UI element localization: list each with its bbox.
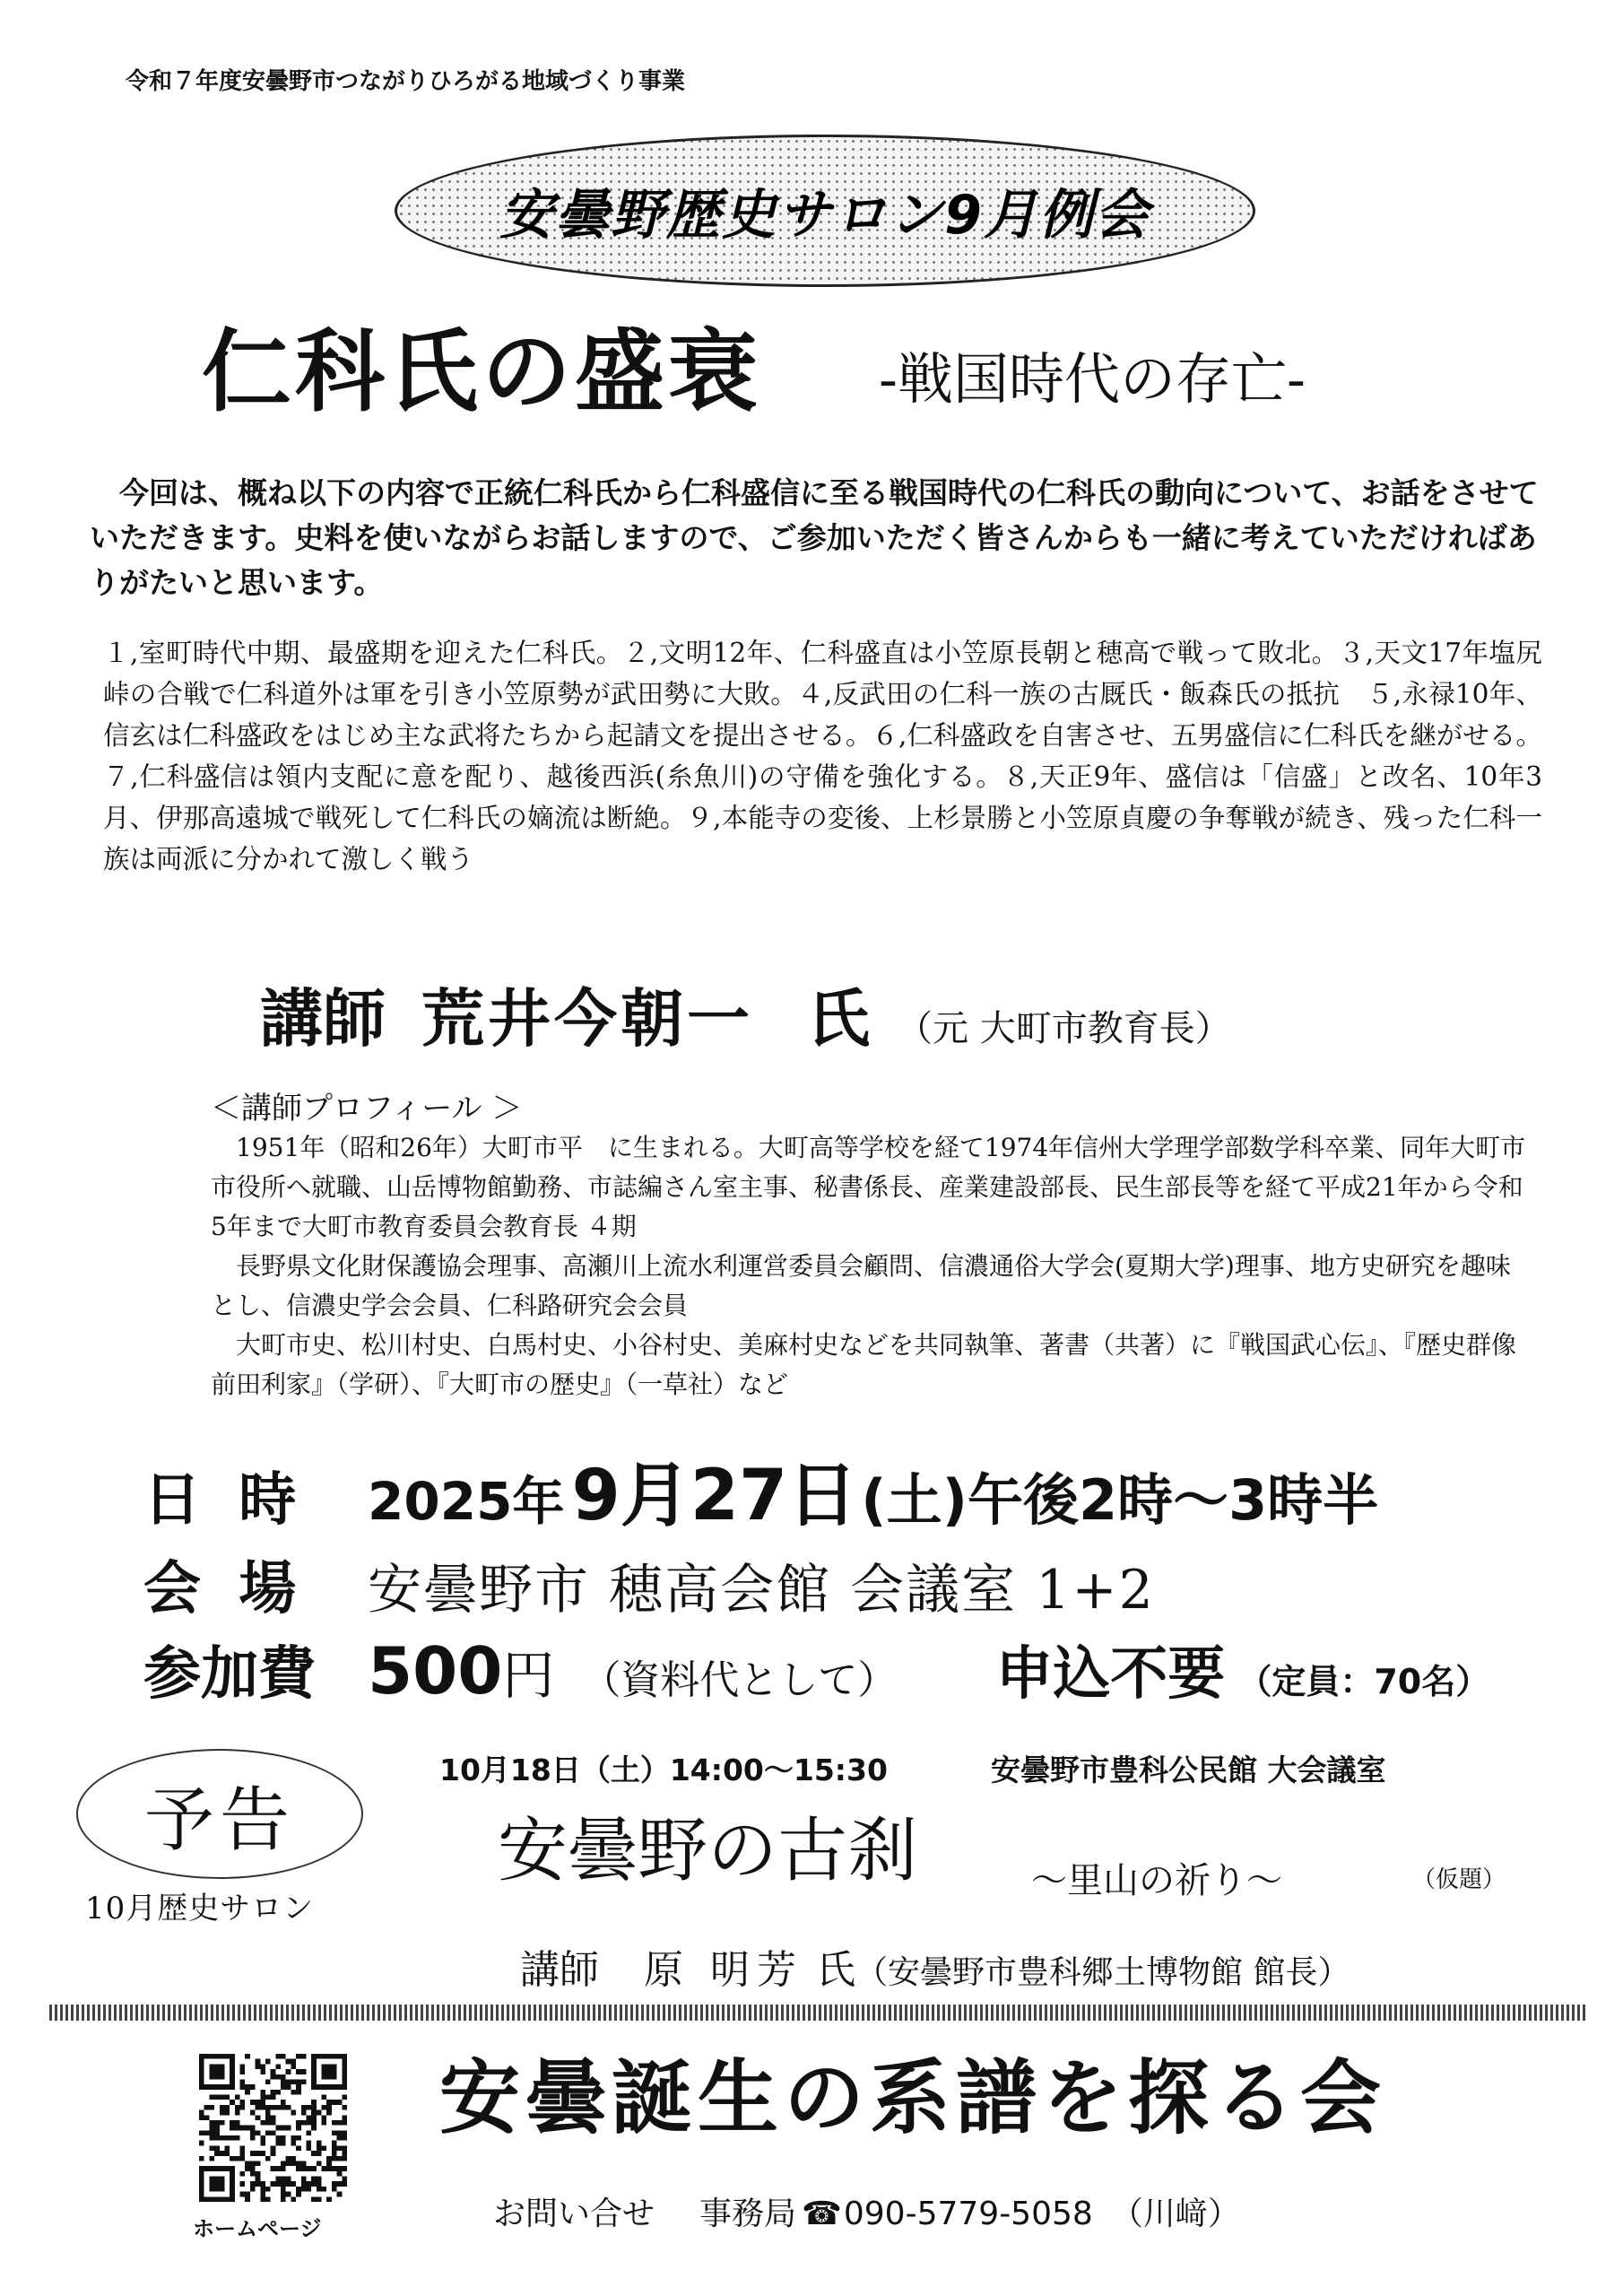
capacity-text: （定員：70名）	[1237, 1662, 1490, 1701]
lecturer-honorific: 氏	[807, 982, 870, 1056]
contact-line	[493, 2188, 1240, 2234]
fee-amount: 500	[368, 1633, 503, 1709]
contact-label: お問い合せ	[493, 2196, 655, 2232]
salon-title-oval	[395, 135, 1255, 287]
main-subtitle: -戦国時代の存亡-	[879, 346, 1306, 412]
venue-text: 安曇野市 穂高会館 会議室 1+2	[368, 1559, 1155, 1622]
next-event-tentative: （仮題）	[1412, 1866, 1506, 1893]
organization-name: 安曇誕生の系譜を探る会	[439, 2051, 1386, 2145]
profile-body	[211, 1128, 1529, 1405]
next-lecturer-honorific: 氏	[816, 1947, 855, 1993]
fee-label: 参加費	[143, 1641, 316, 1708]
phone-icon: ☎	[802, 2196, 842, 2232]
salon-title: 安曇野歴史サロン9月例会	[499, 184, 1150, 247]
lecturer-label: 講師	[260, 982, 386, 1056]
lecturer-line	[260, 969, 1231, 1058]
event-venue-row	[143, 1543, 1155, 1625]
next-event-title: 安曇野の古刹	[498, 1811, 918, 1892]
fee-note: （資料代として）	[581, 1657, 898, 1703]
lecturer-name: 荒井今朝一	[421, 982, 753, 1056]
lecture-points: １,室町時代中期、最盛期を迎えた仁科氏。２,文明12年、仁科盛直は小笠原長朝と穂高で戦って敗北。３,天文17年塩尻峠の合戦で仁科道外は軍を引き小笠原勢が武田勢に大敗。４,反武田の仁科一族の古厩氏・飯森氏の抵抗 ５,永禄10年、信玄は仁科盛政をはじめ主な武将たちから起請文を提出させる。６,仁科盛政を自害させ、五男盛信に仁科氏を継がせる。７,仁科盛信は領内支配に意を配り、越後西浜(糸魚川)の守備を強化する。８,天正9年、盛信は「信盛」と改名、10年3月、伊那高遠城で戦死して仁科氏の嫡流は断絶。９,本能寺の変後、上杉景勝と小笠原貞慶の争奪戦が続き、残った仁科一族は両派に分かれて激しく戦う	[103, 638, 1542, 874]
section-divider	[49, 2005, 1587, 2021]
qr-code-icon[interactable]	[199, 2054, 347, 2202]
profile-paragraph: 大町市史、松川村史、白馬村史、小谷村史、美麻村史などを共同執筆、著書（共著）に『戦国武心伝』、『歴史群像前田利家』（学研）、『大町市の歴史』（一草社）など	[211, 1330, 1517, 1399]
next-lecturer-label: 講師	[520, 1947, 599, 1993]
next-event-datetime: 10月18日（土）14:00～15:30	[439, 1752, 888, 1787]
contact-person: （川﨑）	[1110, 2196, 1240, 2232]
profile-paragraph: 長野県文化財保護協会理事、高瀬川上流水利運営委員会顧問、信濃通俗大学会(夏期大学)理事、地方史研究を趣味とし、信濃史学会会員、仁科路研究会会員	[211, 1251, 1511, 1320]
date-month-day: 9月27日	[571, 1456, 858, 1536]
intro-text	[90, 471, 1542, 605]
date-year: 2025年	[368, 1471, 565, 1532]
contact-office: 事務局	[699, 2196, 797, 2232]
lecturer-title: （元 大町市教育長）	[897, 1008, 1231, 1049]
program-note: 令和７年度安曇野市つながりひろがる地域づくり事業	[126, 68, 686, 95]
notice-label: 予告	[143, 1779, 295, 1861]
contact-phone-number[interactable]: 090-5779-5058	[843, 2196, 1093, 2232]
event-fee-row	[143, 1628, 1489, 1710]
apply-text: 申込不要	[995, 1641, 1226, 1708]
next-event-subtitle: ～里山の祈り～	[1031, 1860, 1282, 1901]
profile-heading: ＜講師プロフィール ＞	[211, 1091, 523, 1126]
venue-label: 会 場	[143, 1556, 306, 1622]
notice-sub: 10月歴史サロン	[85, 1891, 315, 1926]
main-title: 仁科氏の盛衰	[202, 319, 761, 424]
profile-paragraph: 1951年（昭和26年）大町市平 に生まれる。大町高等学校を経て1974年信州大学理学部数学科卒業、同年大町市市役所へ就職、山岳博物館勤務、市誌編さん室主事、秘書係長、産業建設部長、民生部長等を経て平成21年から令和5年まで大町市教育委員会教育長 ４期	[211, 1133, 1526, 1241]
intro-indent	[90, 475, 119, 510]
event-date-row	[143, 1439, 1378, 1540]
qr-label: ホームページ	[193, 2216, 322, 2241]
next-event-lecturer	[520, 1937, 1350, 1995]
fee-unit: 円	[502, 1645, 555, 1706]
next-lecturer-name: 原 明芳	[644, 1947, 803, 1993]
date-label: 日 時	[143, 1467, 306, 1534]
intro-body: 今回は、概ね以下の内容で正統仁科氏から仁科盛信に至る戦国時代の仁科氏の動向について、お話をさせていただきます。史料を使いながらお話しますので、ご参加いただく皆さんからも一緒に考えていただければありがたいと思います。	[90, 475, 1539, 600]
next-lecturer-title: （安曇野市豊科郷土博物館 館長）	[855, 1954, 1350, 1991]
date-time: (土)午後2時～3時半	[861, 1467, 1379, 1533]
notice-oval	[76, 1749, 363, 1879]
next-event-venue: 安曇野市豊科公民館 大会議室	[991, 1752, 1386, 1787]
